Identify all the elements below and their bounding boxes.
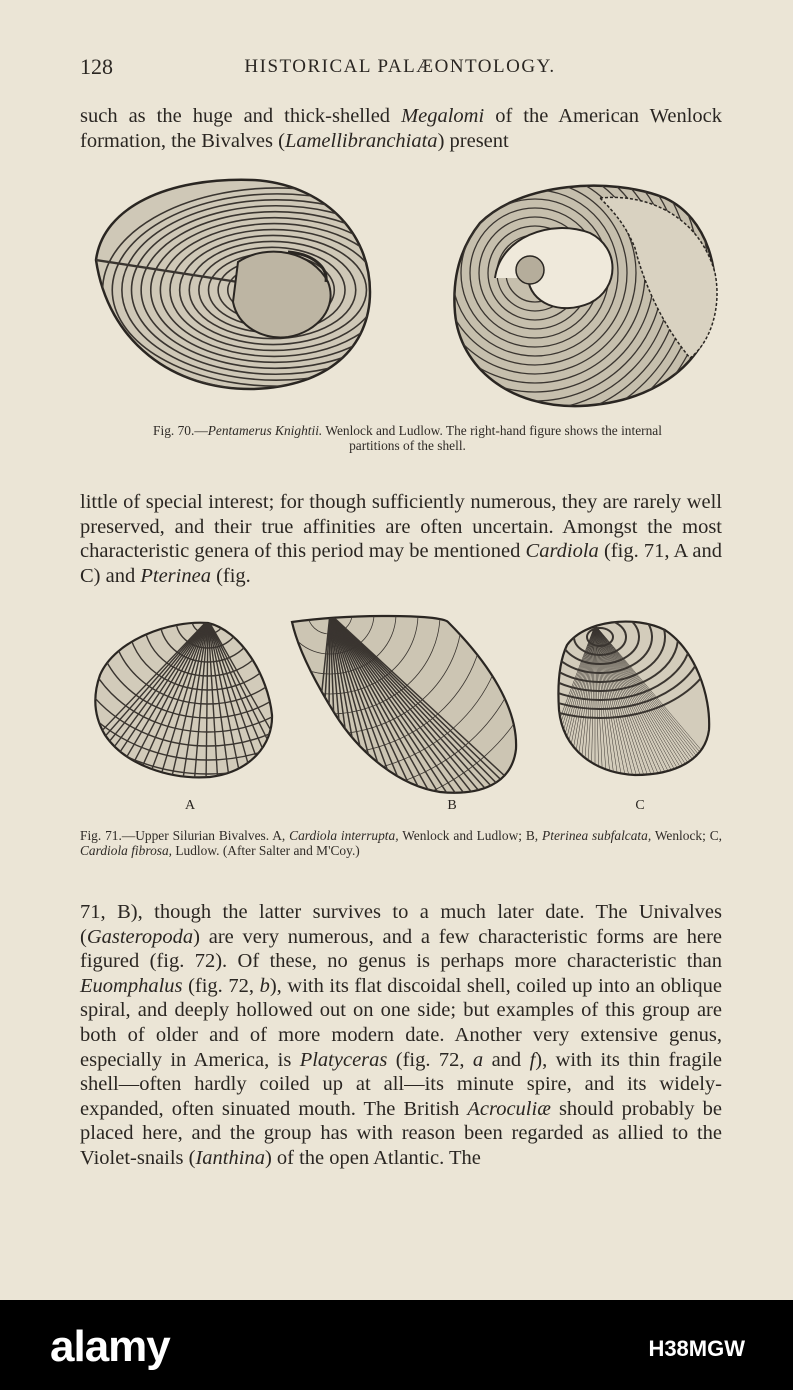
italic-run: Lamellibranchiata [284,129,438,152]
image-id: H38MGW [648,1336,745,1361]
running-title: HISTORICAL PALÆONTOLOGY. [244,56,556,77]
figure-71-shell-b [290,614,520,796]
watermark-banner [0,1300,793,1390]
text-run: Wenlock and Ludlow. The right-hand figure shows the internal partitions of the shell. [322,423,662,454]
paragraph-2 [80,490,722,588]
italic-run: Acroculiæ [467,1097,551,1120]
figure-71-label-b: B [447,798,457,813]
italic-run: a [472,1048,484,1071]
text-run: should probably be placed here, and the group has with reason been regarded as allied to the Violet-snails ( [80,1097,722,1169]
text-run: of the American Wenlock formation, the Bivalves ( [80,105,722,152]
text-run: ) present [437,129,509,152]
figure-70-left-shell [88,172,373,394]
text-run: ) of the open Atlantic. The [264,1146,481,1169]
text-run: (fig. 72, [387,1048,473,1071]
figure-70-caption [135,423,680,454]
text-run: Wenlock and Ludlow; B, [398,828,543,843]
text-run: such as the huge and thick-shelled [80,105,402,127]
italic-run: Ianthina [195,1146,265,1169]
text-run: and [483,1048,530,1071]
figure-71-label-c: C [635,798,645,813]
italic-run: Cardiola [525,540,599,563]
italic-run: Cardiola interrupta, [289,828,399,843]
text-run: Fig. 71.—Upper Silurian Bivalves. A, [80,828,290,843]
italic-run: Gasteropoda [86,925,194,948]
italic-run: f [529,1048,536,1071]
text-run: (fig. 72, [182,974,260,997]
text-run: (fig. [210,564,251,587]
page-number: 128 [80,54,113,79]
italic-run: Pterinea subfalcata, [542,828,652,843]
figure-71-shell-a [90,620,275,780]
figure-70-right-shell [450,178,722,408]
italic-run: Platyceras [299,1048,388,1071]
text-run: ), with its thin fragile shell—often hardly coiled up at all—its minute spire, and its widely-expanded, often sinuated mouth. The British [80,1048,722,1120]
brand-logo: alamy [50,1322,170,1371]
figure-71-caption [80,828,722,859]
italic-run: Pterinea [140,564,211,587]
italic-run: b [259,974,270,997]
text-run: ), with its flat discoidal shell, coiled up into an oblique spiral, and deeply hollowed out on one side; but examples of this group are both of older and of more modern date. Another very extensive genus, especially in America, is [80,974,722,1071]
text-run: ) are very numerous, and a few characteristic forms are here figured (fig. 72). Of these, no genus is perhaps more characteristic than [80,925,722,973]
page-header [80,54,720,82]
text-run: (fig. 71, A and C) and [80,540,722,587]
text-run: Ludlow. (After Salter and M'Coy.) [172,843,360,859]
paragraph-1 [80,104,722,153]
italic-run: Megalomi [401,105,485,127]
text-run: Wenlock; C, [651,828,722,843]
italic-run: Euomphalus [80,974,183,997]
paragraph-3 [80,900,722,1171]
figure-71-label-a: A [184,798,196,813]
text-run: 71, B), though the latter survives to a much later date. The Univalves ( [80,901,722,948]
text-run: little of special interest; for though sufficiently numerous, they are rarely well preserved, and their true affinities are often uncertain. Amongst the most characteristic genera of this period may be mentioned [80,491,722,563]
figure-71-shell-c [555,615,713,777]
text-run: Fig. 70.— [153,423,208,438]
italic-run: Pentamerus Knightii. [207,423,323,438]
italic-run: Cardiola fibrosa, [80,843,173,859]
